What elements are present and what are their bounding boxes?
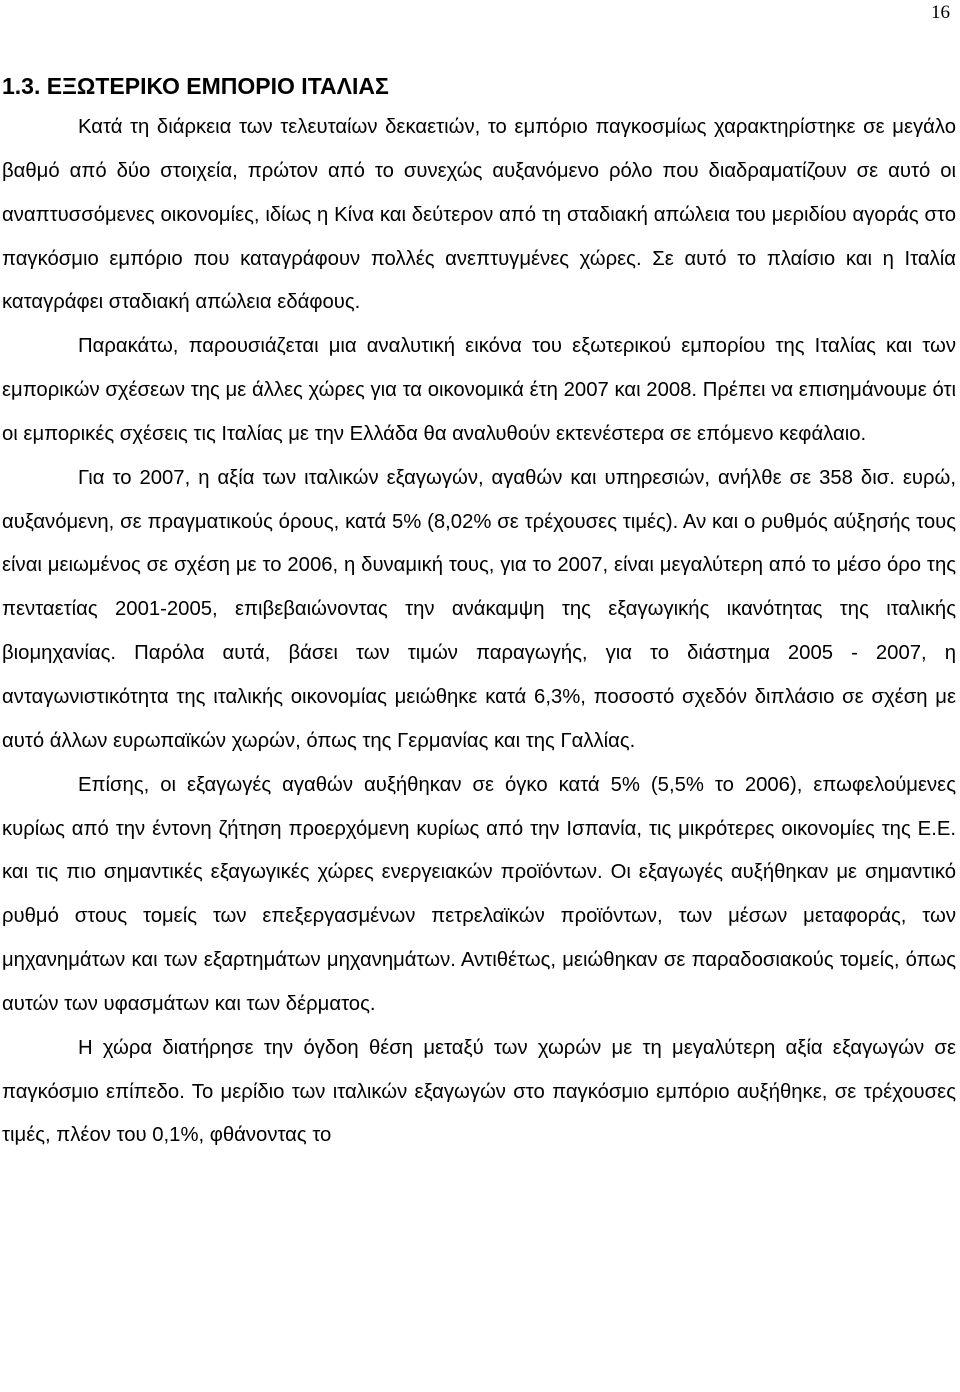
section-heading: 1.3. ΕΞΩΤΕΡΙΚΟ ΕΜΠΟΡΙΟ ΙΤΑΛΙΑΣ — [2, 73, 389, 99]
paragraph: Παρακάτω, παρουσιάζεται μια αναλυτική εικόνα του εξωτερικού εμπορίου της Ιταλίας και των εμπορικών σχέσεων της με άλλες χώρες για τα οικονομικά έτη 2007 και 2008. Πρέπει να επισημάνουμε ότι οι εμπορικές σχέσεις τις Ιταλίας με την Ελλάδα θα αναλυθούν εκτενέστερα σε επόμενο κεφάλαιο. — [2, 335, 956, 445]
paragraph: Η χώρα διατήρησε την όγδοη θέση μεταξύ των χωρών με τη μεγαλύτερη αξία εξαγωγών σε παγκόσμιο επίπεδο. Το μερίδιο των ιταλικών εξαγωγών στο παγκόσμιο εμπόριο αυξήθηκε, σε τρέχουσες τιμές, πλέον του 0,1%, φθάνοντας το — [2, 1036, 956, 1147]
paragraph: Κατά τη διάρκεια των τελευταίων δεκαετιών, το εμπόριο παγκοσμίως χαρακτηρίστηκε σε μεγάλο βαθμό από δύο στοιχεία, πρώτον από το συνεχώς αυξανόμενο ρόλο που διαδραματίζουν σε αυτό οι αναπτυσσόμενες οικονομίες, ιδίως η Κίνα και δεύτερον από τη σταδιακή απώλεια του μεριδίου αγοράς στο παγκόσμιο εμπόριο που καταγράφουν πολλές ανεπτυγμένες χώρες. Σε αυτό το πλαίσιο και η Ιταλία καταγράφει σταδιακή απώλεια εδάφους. — [2, 116, 956, 314]
page-number: 16 — [931, 2, 950, 23]
paragraph: Επίσης, οι εξαγωγές αγαθών αυξήθηκαν σε όγκο κατά 5% (5,5% το 2006), επωφελούμενες κυρίως από την έντονη ζήτηση προερχόμενη κυρίως από την Ισπανία, τις μικρότερες οικονομίες της Ε.Ε. και τις πιο σημαντικές εξαγωγικές χώρες ενεργειακών προϊόντων. Οι εξαγωγές αυξήθηκαν με σημαντικό ρυθμό στους τομείς των επεξεργασμένων πετρελαϊκών προϊόντων, των μέσων μεταφοράς, των μηχανημάτων και των εξαρτημάτων μηχανημάτων. Αντιθέτως, μειώθηκαν σε παραδοσιακούς τομείς, όπως αυτών των υφασμάτων και των δέρματος. — [2, 773, 956, 1015]
paragraph: Για το 2007, η αξία των ιταλικών εξαγωγών, αγαθών και υπηρεσιών, ανήλθε σε 358 δισ. ευρώ, αυξανόμενη, σε πραγματικούς όρους, κατά 5% (8,02% σε τρέχουσες τιμές). Αν και ο ρυθμός αύξησής τους είναι μειωμένος σε σχέση με το 2006, η δυναμική τους, για το 2007, είναι μεγαλύτερη από το μέσο όρο της πενταετίας 2001-2005, επιβεβαιώνοντας την ανάκαμψη της εξαγωγικής ικανότητας της ιταλικής βιομηχανίας. Παρόλα αυτά, βάσει των τιμών παραγωγής, για το διάστημα 2005 - 2007, η ανταγωνιστικότητα της ιταλικής οικονομίας μειώθηκε κατά 6,3%, ποσοστό σχεδόν διπλάσιο σε σχέση με αυτό άλλων ευρωπαϊκών χωρών, όπως της Γερμανίας και της Γαλλίας. — [2, 466, 956, 752]
document-body — [2, 70, 956, 1158]
